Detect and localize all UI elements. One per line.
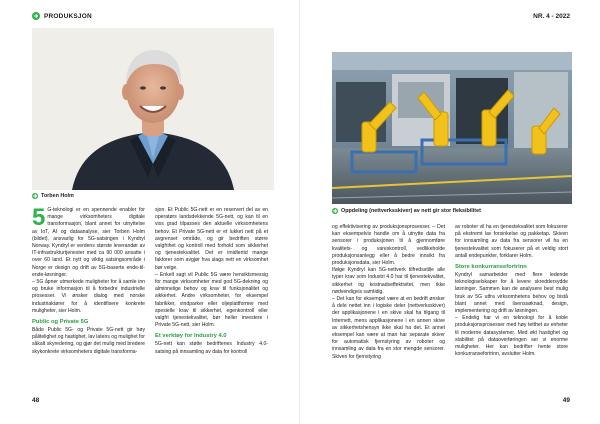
paragraph: – 5G åpner utmerkede muligheter for å samle inn og bruke informasjon til å forbedre industrielle prosesser. Vi ønsker dialog med norske industriaktører for å identifisere konkrete muligheter, sier Holm. [32,279,145,314]
photo-caption [32,193,74,199]
issue-number: NR. 4 - 2022 [533,13,570,20]
paragraph: Ifølge Kyndryl kan 5G-nettverk tilfredsstille alle typer krav som Industri 4.0 har til tjenestekvalitet, sikkerhet og kostnadseffektivitet, men ikke nødvendigvis samtidig. [332,267,445,295]
paragraph: Kyndryl samarbeider med flere ledende teknologiselskaper for å levere skreddersydde løsninger. Sammen kan de analysere best mulig bruk av 5G utfra virksomhetens behov og bistå blant annet med lisenssøknad, design, implementering og drift av løsningen. [455,272,568,315]
paragraph: – Det kan for eksempel være at en bedrift ønsker å dele nettet inn i logiske deler (nettverksskiver) der applikasjonene i en skive skal ha tilgang til Internett, mens applikasjonene i en annen skive av sikkerhetshensyn ikke skal ha det. Et annet eksempel kan være at man har separate skiver for automatisk fjernstyring av roboter og innsamling av data fra en stor mengde sensorer. Skiven for fjernstyring [332,296,445,360]
article-columns [332,224,568,361]
drop-cap: 5 [32,204,46,231]
right-page [300,0,600,424]
caption-text: Oppdeling (nettverksskiver) av nett gir stor fleksibilitet [341,208,481,214]
text-column [32,204,145,356]
factory-robots-photo [332,52,572,204]
section-label: PRODUKSJON [44,12,92,20]
subheading: Et verktøy for Industry 4.0 [155,333,227,340]
article-columns [32,204,268,356]
page-number: 49 [562,397,570,404]
photo-caption [332,208,481,214]
arrow-right-icon [32,12,40,20]
text-column [155,207,268,356]
paragraph: av roboter vil ha en tjenestekvalitet som fokuserer på ekstremt lav forsinkelse og pakketap. Skiven for innsamling av data fra sensorer vil ha en tjenestekvalitet som fokuserer på et veldig stort antall endepunkter, forklarer Holm. [455,224,568,259]
arrow-right-icon [332,208,338,214]
paragraph: – Enkelt sagt vil Public 5G være hensiktsmessig for mange virksomheter med god 5G-dekning og alminnelige behov og krav til funksjonalitet og sikkerhet. Andre virksomheter, for eksempel fabrikker, vindparker eller oljeplattformer med spesielle krav til sikkerhet, egenkontroll eller valgfri tjenestekvalitet, bør heller investere i Private 5G-nett, sier Holm. [155,271,268,329]
text-column [455,224,568,361]
paragraph: 5G-nett kan støtte bedriftenes Industry 4.0-satsing på innsamling av data for kontroll [155,341,268,355]
text-column [332,224,445,361]
paragraph: 5 G-teknologi er en spennende enabler for mange virksomheters digitale transformasjon, blant annet for utnyttelse av IoT, AI og dataanalyse, sier Torben Holm (bildet), ansvarlig for 5G-satsingen i Kyndryl Norway. Kyndryl er verdens største leverandør av IT-infrastrukturtjenester med ca 90 000 ansatte i over 60 land. Et nytt og viktig satsingsområde i Norge er design og drift av 5G-baserte ende-til-ende-løsninger. [32,204,145,278]
section-header [32,12,92,20]
paragraph: og effektivisering av produksjonsprosesser. – Det kan eksempelvis handle om å utnytte data fra sensorer i produksjonen til å gjennomføre kvalitets- og vareskontroll, vedlikeholde produksjonsanlegg eller å bedre innsikt fra produksjonsdata, sier Holm. [332,224,445,267]
portrait-photo [32,28,274,190]
paragraph: Både Public 5G- og Private 5G-nett gir høy pålitelighet og hastighet, lav latens og mulighet for såkalt skyredering, og gjør det mulig med bredere skykonkrete virksomheters digitale transforma- [32,327,145,355]
paragraph: sjon. Et Public 5G-nett er en reservert del av en operatørs landsdekkende 5G-nett, og kan til en viss grad tilpasses den aktuelle virksomhetens behov. Et Private 5G-nett er et lukket nett på et avgrenset område, og gir bedriften større valgfrihet og kontroll med forhold som sikkerhet og tjenestekvalitet. Det er imidlertid mange faktorer som avgjør hva slags nett en virksomhet bør velge. [155,207,268,271]
page-number: 48 [32,397,40,404]
subheading: Store konkurransefortrinn [455,264,527,271]
caption-text: Torben Holm [41,193,74,199]
paragraph: – Endelig har vi en teknologi for å koble produksjonsprosesser med høy tetthet av enheter til moderne datasystemer. Med økt hastighet og stabilitet på dataoverføringen ser vi enorme muligheter. Her kan bedrifter hente store konkurransefortrinn, avslutter Holm. [455,315,568,358]
arrow-right-icon [32,193,38,199]
subheading: Public og Private 5G [32,319,89,326]
